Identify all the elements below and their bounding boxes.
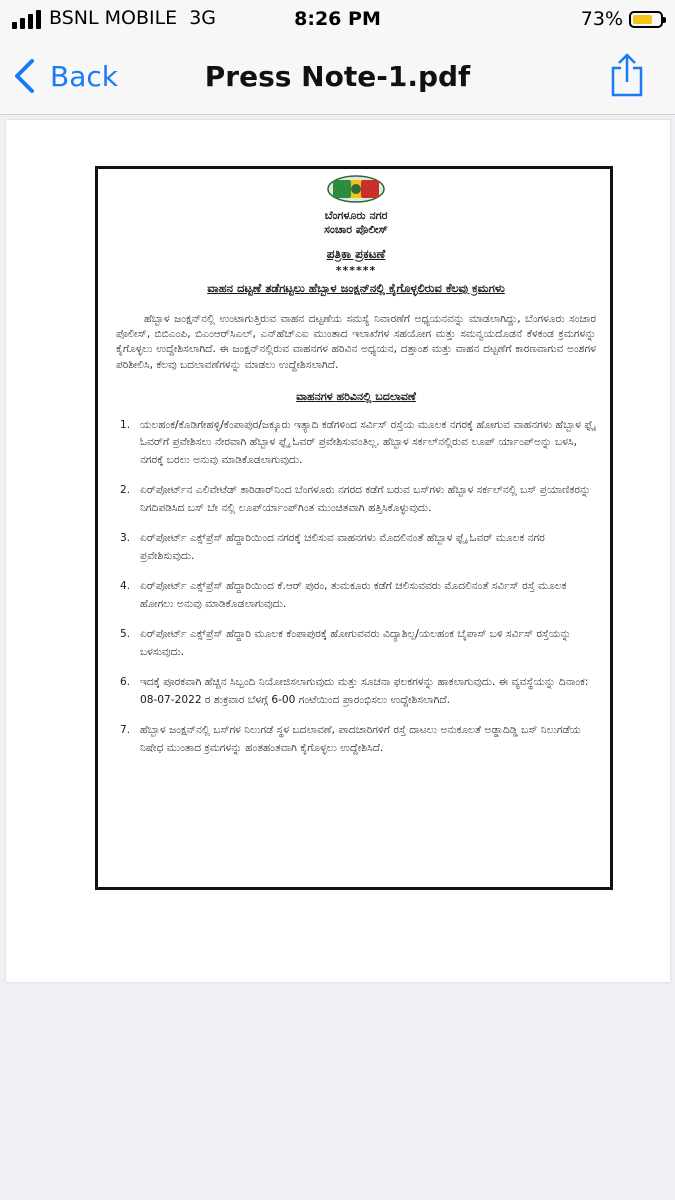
- item-text: ಇದಕ್ಕೆ ಪೂರಕವಾಗಿ ಹೆಚ್ಚಿನ ಸಿಬ್ಬಂದಿ ನಿಯೋಜಿಸಲಾಗುವುದು ಮತ್ತು ಸೂಚನಾ ಫಲಕಗಳನ್ನು ಹಾಕಲಾಗುವುದು. ಈ ವ್ಯವಸ್ಥೆಯನ್ನು ದಿನಾಂಕ: 08-07-2022 ರ ಶುಕ್ರವಾರ ಬೆಳಗ್ಗೆ 6-00 ಗಂಟೆಯಿಂದ ಪ್ರಾರಂಭಿಸಲು ಉದ್ದೇಶಿಸಲಾಗಿದೆ.: [140, 676, 589, 706]
- doc-intro-paragraph: ಹೆಬ್ಬಾಳ ಜಂಕ್ಷನ್‌ನಲ್ಲಿ ಉಂಟಾಗುತ್ತಿರುವ ವಾಹನ ದಟ್ಟಣೆಯ ಸಮಸ್ಯೆ ನಿವಾರಣೆಗೆ ಅಧ್ಯಯನವನ್ನು ಮಾಡಲಾಗಿದ್ದು, ಬೆಂಗಳೂರು ಸಂಚಾರ ಪೊಲೀಸ್, ಬಿಬಿಎಂಪಿ, ಬಿಎಂಆರ್‌ಸಿಎಲ್, ಎನ್‌ಹೆಚ್‌ಎಐ ಮುಂತಾದ ಇಲಾಖೆಗಳ ಸಹಯೋಗ ಮತ್ತು ಸಮನ್ವಯದೊಡನೆ ಕೆಳಕಂಡ ಕ್ರಮಗಳನ್ನು ಕೈಗೊಳ್ಳಲು ಉದ್ದೇಶಿಸಲಾಗಿದೆ. ಈ ಜಂಕ್ಷನ್‌ನಲ್ಲಿರುವ ವಾಹನಗಳ ಹರಿವಿನ ಅಧ್ಯಯನ, ದತ್ತಾಂಶ ಮತ್ತು ವಾಹನ ದಟ್ಟಣೆಗೆ ಕಾರಣವಾಗುವ ಅಂಶಗಳ ಪರಿಶೀಲಿಸಿ, ಕೆಲವು ಬದಲಾವಣೆಗಳನ್ನು ಮಾಡಲು ಉದ್ದೇಶಿಸಲಾಗಿದೆ.: [116, 313, 596, 371]
- item-text: ಏರ್‌ಪೋರ್ಟ್‌ನ ಎಲಿವೇಟೆಡ್ ಕಾರಿಡಾರ್‌ನಿಂದ ಬೆಂಗಳೂರು ನಗರದ ಕಡೆಗೆ ಬರುವ ಬಸ್‌ಗಳು ಹೆಬ್ಬಾಳ ಸರ್ಕಲ್‌ನಲ್ಲಿ ಬಸ್ ಪ್ರಯಾಣಿಕರನ್ನು ನಿಗದಿಪಡಿಸಿದ ಬಸ್ ಬೇ ನಲ್ಲಿ ಲೂಪ್‌ರ್ಯಾಂಪ್‌ಗಿಂತ ಮುಂಚಿತವಾಗಿ ಹತ್ತಿಸಿಕೊಳ್ಳುವುದು.: [140, 484, 591, 514]
- list-item: [116, 626, 596, 661]
- item-number: 1.: [120, 418, 131, 431]
- list-item: [116, 722, 596, 757]
- pdf-page[interactable]: [6, 120, 670, 982]
- list-item: [116, 417, 596, 470]
- doc-city: ಬೆಂಗಳೂರು ನಗರ: [324, 209, 388, 222]
- back-label: Back: [50, 59, 118, 93]
- list-item: [116, 578, 596, 613]
- doc-subheading: ವಾಹನ ದಟ್ಟಣೆ ತಡೆಗಟ್ಟಲು ಹೆಬ್ಬಾಳ ಜಂಕ್ಷನ್‌ನಲ್ಲಿ ಕೈಗೊಳ್ಳಲಿರುವ ಕೆಲವು ಕ್ರಮಗಳು: [207, 281, 505, 295]
- status-right: [581, 8, 663, 30]
- item-text: ಹೆಬ್ಬಾಳ ಜಂಕ್ಷನ್‌ನಲ್ಲಿ ಬಸ್‌ಗಳ ನಿಲುಗಡೆ ಸ್ಥಳ ಬದಲಾವಣೆ, ಪಾದಚಾರಿಗಳಿಗೆ ರಸ್ತೆ ದಾಟಲು ಅನುಕೂಲತೆ ಅಡ್ಡಾದಿಡ್ಡಿ ಬಸ್ ನಿಲುಗಡೆಯ ನಿಷೇಧ ಮುಂತಾದ ಕ್ರಮಗಳನ್ನು ಹಂತಹಂತವಾಗಿ ಕೈಗೊಳ್ಳಲು ಉದ್ದೇಶಿಸಿದೆ.: [140, 724, 581, 754]
- share-icon[interactable]: [609, 52, 645, 98]
- item-text: ಏರ್‌ಪೋರ್ಟ್ ಎಕ್ಸ್‌ಪ್ರೆಸ್ ಹೆದ್ದಾರಿಯಿಂದ ನಗರಕ್ಕೆ ಚಲಿಸುವ ವಾಹನಗಳು ಮೊದಲಿನಂತೆ ಹೆಬ್ಬಾಳ ಫ್ಲೈ ಓವರ್ ಮೂಲಕ ನಗರ ಪ್ರವೇಶಿಸುವುದು.: [140, 532, 545, 562]
- battery-icon: [629, 11, 663, 28]
- list-item: [116, 674, 596, 709]
- item-number: 7.: [120, 724, 131, 737]
- battery-percent: 73%: [580, 8, 623, 30]
- item-number: 4.: [120, 580, 131, 593]
- doc-measures-list: [116, 417, 596, 758]
- status-bar: [0, 0, 675, 38]
- doc-stars: ******: [335, 264, 377, 277]
- battery-fill: [633, 15, 652, 24]
- doc-department: ಸಂಚಾರ ಪೊಲೀಸ್: [324, 223, 388, 236]
- list-item: [116, 530, 596, 565]
- traffic-police-emblem-icon: [327, 175, 385, 203]
- status-time: 8:26 PM: [294, 8, 381, 30]
- item-number: 5.: [120, 628, 131, 641]
- list-item: [116, 482, 596, 517]
- press-note-frame: [95, 166, 613, 890]
- item-number: 3.: [120, 532, 131, 545]
- item-text: ಯಲಹಂಕ/ಕೊಡಿಗೇಹಳ್ಳಿ/ಕೆಂಪಾಪುರ/ಜಕ್ಕೂರು ಇತ್ಯಾದಿ ಕಡೆಗಳಿಂದ ಸರ್ವಿಸ್ ರಸ್ತೆಯ ಮೂಲಕ ನಗರಕ್ಕೆ ಹೋಗುವ ವಾಹನಗಳು ಹೆಬ್ಬಾಳ ಫ್ಲೈ ಓವರ್‌ಗೆ ಪ್ರವೇಶಿಸಲು ನೇರವಾಗಿ ಹೆಬ್ಬಾಳ ಫ್ಲೈ ಓವರ್ ಪ್ರವೇಶಿಸುವಂತಿಲ್ಲ. ಹೆಬ್ಬಾಳ ಸರ್ಕಲ್‌ನಲ್ಲಿರುವ ಲೂಪ್ ರ್ಯಾಂಪ್‌ಅನ್ನು ಬಳಸಿ, ನಗರಕ್ಕೆ ಬರಲು ಅನುವು ಮಾಡಿಕೊಡಲಾಗುವುದು.: [140, 418, 595, 466]
- carrier-name: BSNL MOBILE: [49, 7, 178, 29]
- item-text: ಏರ್‌ಪೋರ್ಟ್ ಎಕ್ಸ್‌ಪ್ರೆಸ್ ಹೆದ್ದಾರಿ ಮೂಲಕ ಕೆಂಪಾಪುರಕ್ಕೆ ಹೋಗುವವರು ವಿದ್ಯಾಶಿಲ್ಪ/ಯಲಹಂಕ ಬೈಪಾಸ್ ಬಳಿ ಸರ್ವಿಸ್ ರಸ್ತೆಯನ್ನು ಬಳಸುವುದು.: [140, 628, 572, 658]
- nav-title: Press Note-1.pdf: [204, 60, 471, 93]
- doc-section-title: ವಾಹನಗಳ ಹರಿವಿನಲ್ಲಿ ಬದಲಾವಣೆ: [296, 389, 416, 403]
- item-number: 2.: [120, 484, 131, 497]
- doc-heading: ಪತ್ರಿಕಾ ಪ್ರಕಟಣೆ: [326, 247, 386, 261]
- item-text: ಏರ್‌ಪೋರ್ಟ್ ಎಕ್ಸ್‌ಪ್ರೆಸ್ ಹೆದ್ದಾರಿಯಿಂದ ಕೆ.ಆರ್ ಪುರಂ, ತುಮಕೂರು ಕಡೆಗೆ ಚಲಿಸುವವರು ಮೊದಲಿನಂತೆ ಸರ್ವಿಸ್ ರಸ್ತೆ ಮೂಲಕ ಹೋಗಲು ಅನುವು ಮಾಡಿಕೊಡಲಾಗುವುದು.: [140, 580, 567, 610]
- navigation-bar: [0, 38, 675, 115]
- item-number: 6.: [120, 676, 131, 689]
- network-type: 3G: [189, 7, 216, 29]
